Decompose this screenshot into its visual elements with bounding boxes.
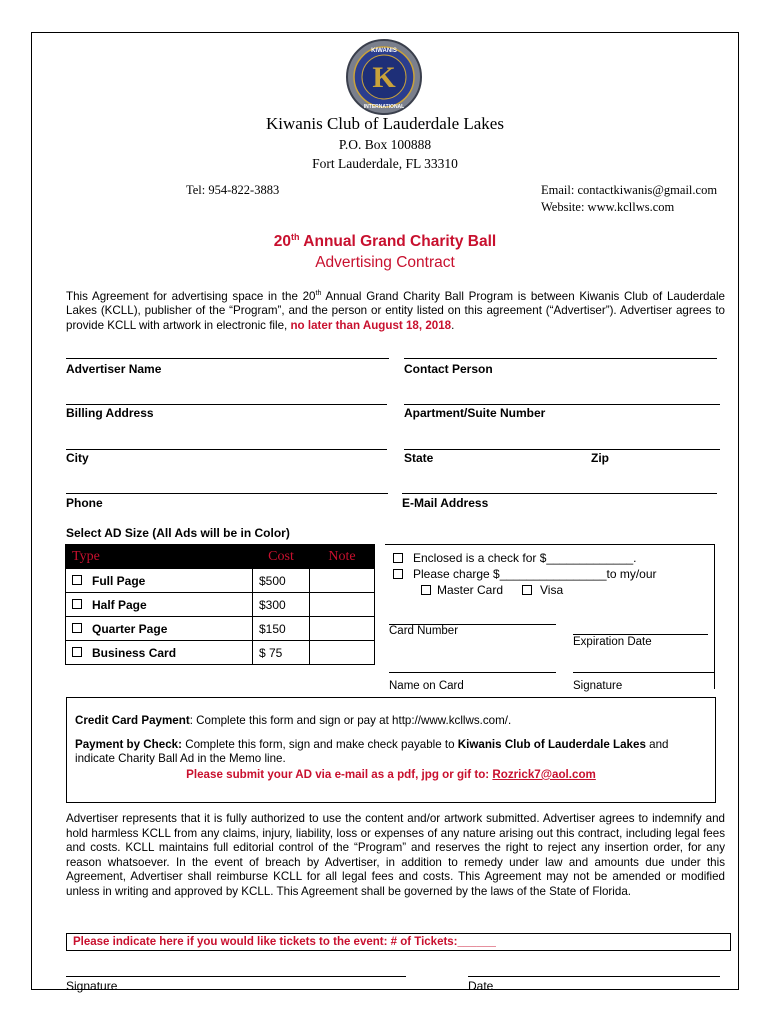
ad-note-cell[interactable]	[310, 569, 375, 593]
col-cost: Cost	[253, 545, 310, 569]
apartment-line[interactable]	[404, 404, 720, 405]
mastercard-option[interactable]: Master Card	[421, 583, 503, 597]
payment-info-box	[66, 697, 716, 803]
signature-label: Signature	[66, 979, 118, 993]
org-name: Kiwanis Club of Lauderdale Lakes	[266, 114, 504, 133]
phone-line[interactable]	[66, 493, 388, 494]
table-row	[66, 641, 375, 665]
intro-paragraph: This Agreement for advertising space in the 20th Annual Grand Charity Ball Program is between Kiwanis Club of Lauderdale Lakes (KCLL), publisher of the “Program”, and the person or entity listed on this agreement (“Advertiser”). Advertiser agrees to provide KCLL with artwork in electronic file, no later than August 18, 2018.	[66, 289, 725, 333]
advertiser-name-label: Advertiser Name	[66, 362, 162, 376]
table-row	[66, 593, 375, 617]
date-label: Date	[468, 979, 494, 993]
checkbox-quarter-page[interactable]	[72, 623, 82, 633]
expiration-label: Expiration Date	[573, 636, 652, 648]
name-on-card-label: Name on Card	[389, 680, 464, 692]
checkbox-mastercard[interactable]	[421, 585, 431, 595]
signature-line[interactable]	[66, 976, 406, 977]
tel: Tel: 954-822-3883	[186, 183, 280, 197]
po-box: P.O. Box 100888	[338, 137, 432, 152]
svg-text:KIWANIS: KIWANIS	[371, 48, 397, 54]
terms-paragraph: Advertiser represents that it is fully authorized to use the content and/or artwork submitted. Advertiser agrees to indemnify and hold harmless KCLL from any claims, injury, liability, loss or expenses of any nature arising out this contract, including legal fees and costs. KCLL maintains full editorial control of the “Program” and reserves the right to reject any insertion order, for any reason whatsoever. In the event of breach by Advertiser, in addition to remedy under law and amounts due under this Agreement, Advertiser shall reimburse KCLL for all legal fees and costs. This Agreement may not be amended or modified unless in writing and approved by KCLL. This Agreement shall be governed by the laws of the State of Florida.	[66, 812, 725, 898]
svg-text:K: K	[372, 61, 396, 94]
col-note: Note	[310, 545, 375, 569]
card-signature-line[interactable]	[573, 672, 714, 673]
ad-type-cell[interactable]: Half Page	[66, 593, 253, 617]
state-label: State	[404, 451, 434, 465]
contract-subtitle: Advertising Contract	[315, 254, 455, 271]
event-title: 20th Annual Grand Charity Ball	[273, 232, 497, 251]
zip-label: Zip	[591, 451, 609, 465]
city-label: City	[66, 451, 89, 465]
checkbox-business-card[interactable]	[72, 647, 82, 657]
svg-text:INTERNATIONAL: INTERNATIONAL	[363, 104, 405, 110]
ad-cost-cell: $300	[253, 593, 310, 617]
table-row	[66, 569, 375, 593]
advertiser-name-line[interactable]	[66, 358, 389, 359]
ad-type-cell[interactable]: Business Card	[66, 641, 253, 665]
card-signature-label: Signature	[573, 680, 623, 692]
contact-person-label: Contact Person	[404, 362, 493, 376]
tickets-box[interactable]: Please indicate here if you would like tickets to the event: # of Tickets:______	[66, 933, 731, 951]
checkbox-enclosed[interactable]	[393, 553, 403, 563]
ad-cost-cell: $500	[253, 569, 310, 593]
card-number-label: Card Number	[389, 625, 459, 637]
email-contact: Email: contactkiwanis@gmail.com	[541, 183, 718, 197]
check-instructions: Payment by Check: Complete this form, sign and make check payable to Kiwanis Club of Lauderdale Lakes and indicate Charity Ball Ad in the Memo line.	[75, 737, 669, 766]
apartment-label: Apartment/Suite Number	[404, 406, 546, 420]
credit-card-instructions: Credit Card Payment: Complete this form and sign or pay at http://www.kcllws.com/.	[75, 714, 512, 727]
state-zip-line[interactable]	[404, 449, 720, 450]
email-label: E-Mail Address	[402, 496, 489, 510]
ad-cost-cell: $150	[253, 617, 310, 641]
ad-note-cell[interactable]	[310, 593, 375, 617]
checkbox-charge[interactable]	[393, 569, 403, 579]
date-line[interactable]	[468, 976, 720, 977]
ad-size-heading: Select AD Size (All Ads will be in Color)	[66, 526, 290, 540]
name-on-card-line[interactable]	[389, 672, 556, 673]
enclosed-check[interactable]: Enclosed is a check for $_____________.	[393, 551, 637, 565]
submit-email-link[interactable]: Rozrick7@aol.com	[492, 767, 596, 781]
city-line-field[interactable]	[66, 449, 387, 450]
checkbox-visa[interactable]	[522, 585, 532, 595]
col-type: Type	[66, 545, 253, 569]
city-line: Fort Lauderdale, FL 33310	[312, 156, 458, 171]
table-row	[66, 617, 375, 641]
ad-type-cell[interactable]: Full Page	[66, 569, 253, 593]
payment-box	[385, 544, 715, 689]
ad-size-table	[65, 544, 375, 665]
charge-card[interactable]: Please charge $________________to my/our	[393, 567, 657, 581]
checkbox-full-page[interactable]	[72, 575, 82, 585]
email-line[interactable]	[402, 493, 717, 494]
billing-address-label: Billing Address	[66, 406, 154, 420]
ad-note-cell[interactable]	[310, 641, 375, 665]
visa-option[interactable]: Visa	[522, 583, 563, 597]
expiration-line[interactable]	[573, 634, 708, 635]
ad-note-cell[interactable]	[310, 617, 375, 641]
website: Website: www.kcllws.com	[541, 200, 675, 214]
ad-type-cell[interactable]: Quarter Page	[66, 617, 253, 641]
kiwanis-logo	[345, 38, 423, 116]
phone-label: Phone	[66, 496, 103, 510]
billing-address-line[interactable]	[66, 404, 387, 405]
contact-person-line[interactable]	[404, 358, 717, 359]
checkbox-half-page[interactable]	[72, 599, 82, 609]
ad-cost-cell: $ 75	[253, 641, 310, 665]
submit-instructions: Please submit your AD via e-mail as a pdf, jpg or gif to: Rozrick7@aol.com	[186, 767, 596, 781]
